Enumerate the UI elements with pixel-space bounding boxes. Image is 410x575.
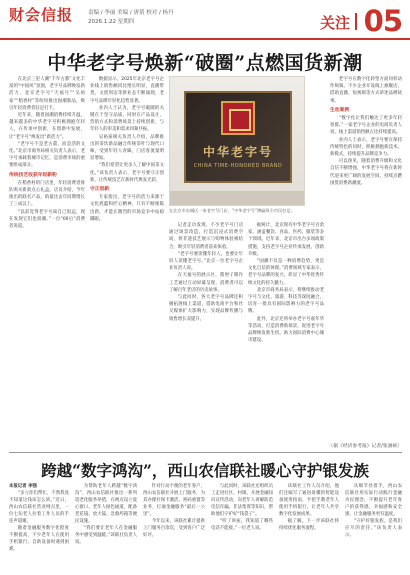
article2-column-3 [143,483,205,571]
reporter-credit: 本报记者 李强 [9,484,37,489]
subheading: 守正创新 [90,187,110,193]
paragraph: 可以预见，随着消费升级和文化自信不断增强，中华老字号将在新时代迎来更广阔的发展空间，持续点燃国货消费新潮流。 [330,159,402,186]
article2-column-1 [9,483,69,571]
paragraph: “老字号要读懂年轻人，也要让年轻人读懂老字号。”北京一位老字号企业负责人说。 [169,251,243,272]
article2-column-5 [279,483,339,571]
subheading: 传统技艺收获年轻新粉 [9,172,57,178]
article2-column-6 [345,483,402,571]
issue-date: 2026.1.22 星期四 [88,19,135,25]
paragraph: 在北京三里人潮“千年古都”文化丰富的“中国风”氛围，老字号品牌焕发新活力，北京老字号“天福号”“吴裕泰”“稻香村”等纷纷推出国潮新品，吸引年轻消费者驻足打卡。 [9,77,85,111]
paragraph: “多亏你们帮忙，不然我真不知道这钱该怎么转。”近日，西山农信联社营业网点里，一位七旬老人拉着工作人员的手连声道谢。 [9,491,69,524]
paragraph: “国潮不仅是一种消费趋势，更是文化自信的体现。”消费领域专家表示，老字号品牌的复兴，彰显了中华优秀传统文化的持久魅力。 [248,259,324,286]
article-photo [169,76,305,206]
article1-column-1 [9,76,85,451]
paragraph: 为帮助老年人跨越“数字鸿沟”，西山农信联社推出一系列适老化服务举措，在网点设立爱心窗口、老年人绿色通道，配备老花镜、放大镜、急救药箱等便民设施。 [75,484,137,524]
paragraph: 从细节处着手，西山农信联社用实际行动践行金融为民理念，不断提升老年客户的获得感、幸福感和安全感，让金融服务更有温度。 [345,484,402,517]
paragraph: 在天福号的展示区，酱肘子制作工艺通过互动屏幕呈现，消费者可以了解百年老店的历史故事。 [169,273,243,293]
article1-byline: （据《经济参考报》记者/张涵硕） [328,444,402,449]
paragraph: “我们希望让更多人了解中国茶文化。”该负责人表示，老字号要守正创新，让传统技艺在新时代焕发光彩。 [90,163,164,183]
paragraph: 今年以来，该联社累计提供上门服务百余次，受到客户广泛好评。 [143,519,205,538]
paragraph: 在稻香村的门店里，年轻消费者排队购买新款点心礼盒。店员介绍，今年推出的联名产品，销量比去年同期增长了三成以上。 [9,180,85,208]
paragraph: 老字号在数字化转型方面同样动作频频。不少企业开设线上旗舰店，借助直播、短视频等方式讲述品牌故事。 [330,77,402,104]
paragraph: 吴裕泰相关负责人介绍，品牌推出的茶饮新品融合传统茶叶与现代口味，受到年轻人青睐，门店客流量明显增加。 [90,134,164,162]
paragraph: 与此同时，各大老字号品牌还积极拓展线上渠道，借助电商平台和社交媒体扩大影响力，实现品牌传播与销售增长双提升。 [169,295,243,322]
article1-headline: 中华老字号焕新“破圈”点燃国货新潮 [47,52,363,74]
section-name: 关注 [319,14,350,32]
paragraph: “数字化让我们触达了更多年轻客群。”一家老字号企业的电商负责人说，线上渠道销售额占比持续提高。 [330,116,402,136]
subheading: 生动案例 [330,107,350,113]
article2-headline: 跨越“数字鸿沟”，西山农信联社暖心守护银发族 [41,461,369,480]
time-honored-brand-plaque [184,91,292,183]
article2-column-2 [75,483,137,571]
article1-column-4 [248,222,324,440]
paragraph: 专家指出，老字号的活力来源于文化底蕴和匠心精神，只有不断推陈出新，才能在激烈的市场竞争中站稳脚跟。 [90,195,164,222]
photo-caption: 在北京市东城区一家老字号门店，“中华老字号”牌匾吸引市民驻足。 [169,208,295,213]
paragraph: 据了解，下一步该联社将持续优化服务流程。 [279,519,339,531]
paragraph: “守护好银发族，是我们应尽的责任。”该负责人表示。 [345,519,402,538]
paragraph: “听了讲座，我知道了哪些电话不能接。”一位老人说。 [211,519,273,531]
paragraph: 记者走访发现，不少老字号门店通过场景改造，打造沉浸式消费空间，将非遗技艺展示与购物体验相结合，吸引年轻消费者前来体验。 [169,223,243,250]
paragraph: 近年来，随着国潮消费持续升温，越来越多的中华老字号积极拥抱年轻人，在传承中创新，在创新中发展，让“老字号”焕发出“新活力”。 [9,113,85,140]
paragraph: “我们要让老年人在金融服务中感受到温暖。”该联社负责人说。 [75,526,137,545]
paragraph: 北京市商务局表示，将继续推动老字号与文化、旅游、科技等深度融合，培育一批具有国际影响力的老字号品牌。 [248,287,324,315]
paragraph: 该联社工作人员介绍，他们还编写了通俗易懂的智能设备使用指南，手把手教老年人使用手机银行，让老年人共享数字化发展成果。 [279,484,339,517]
section-divider [355,13,357,30]
editor-credits: 责编 / 李丽 美编 / 唐倩 校对 / 杨丹 [88,10,174,16]
page-number: 05 [363,4,402,38]
paragraph: “老字号不是老古董，而是活的文化。”北京市商务局相关负责人表示，老字号承载着城市记忆，是消费市场的重要组成部分。 [9,141,85,169]
article1-column-3 [169,222,243,450]
paragraph: “以前觉得老字号离自己很远，现在发现它们也很潮。”一位“00后”消费者说道。 [9,209,85,230]
paragraph: 随着金融服务数字化程度不断提高，不少老年人在使用手机银行、自助设备时遇到困难。 [9,526,69,552]
article2-column-4 [211,483,273,571]
brand-seal-icon [221,101,255,135]
page-header [0,0,410,40]
article1-column-2 [90,76,164,451]
article1-column-5 [330,76,402,451]
article-divider [9,452,402,453]
paragraph: 此外，北京还将举办老字号嘉年华等活动，打造消费新场景，促进老字号品牌焕发新生机，助力国际消费中心城市建设。 [248,316,324,344]
paragraph: 业内人士认为，老字号破圈的关键在于坚守品质，同时在产品设计、营销方式和消费场景上持续创新，与年轻人的审美和需求同频共振。 [90,105,164,133]
paragraph: 与此同时，该联社还组织员工走进社区、村镇，开展金融知识宣传活动，向老年人讲解防范电信诈骗、非法集资等知识，帮助他们守护好“钱袋子”。 [211,484,273,517]
newspaper-masthead: 财会信报 [9,6,74,24]
photo-shelf [170,191,304,205]
plaque-text-chinese: 中华老字号 [202,145,273,159]
paragraph: 针对行动不便的老年客户，西山农信联社开展上门服务，为其办理社保卡激活、密码重置等业务，打通金融服务“最后一公里”。 [143,484,205,517]
paragraph: 业内人士表示，老字号要在保持传统特色的同时，积极拥抱新技术、新模式，持续提升品牌竞争力。 [330,137,402,158]
plaque-text-english: CHINA TIME-HONORED BRAND [193,163,283,169]
paragraph: 数据显示，2025年北京老字号企业线上销售额同比增长明显，直播带货、文创周边等新业态不断涌现，老字号品牌年轻化趋势显著。 [90,77,164,104]
paragraph: 据统计，北京现有中华老字号百余家，涵盖餐饮、食品、医药、服装等多个领域。近年来，北京市出台多项政策措施，支持老字号企业传承发展、创新升级。 [248,223,324,257]
